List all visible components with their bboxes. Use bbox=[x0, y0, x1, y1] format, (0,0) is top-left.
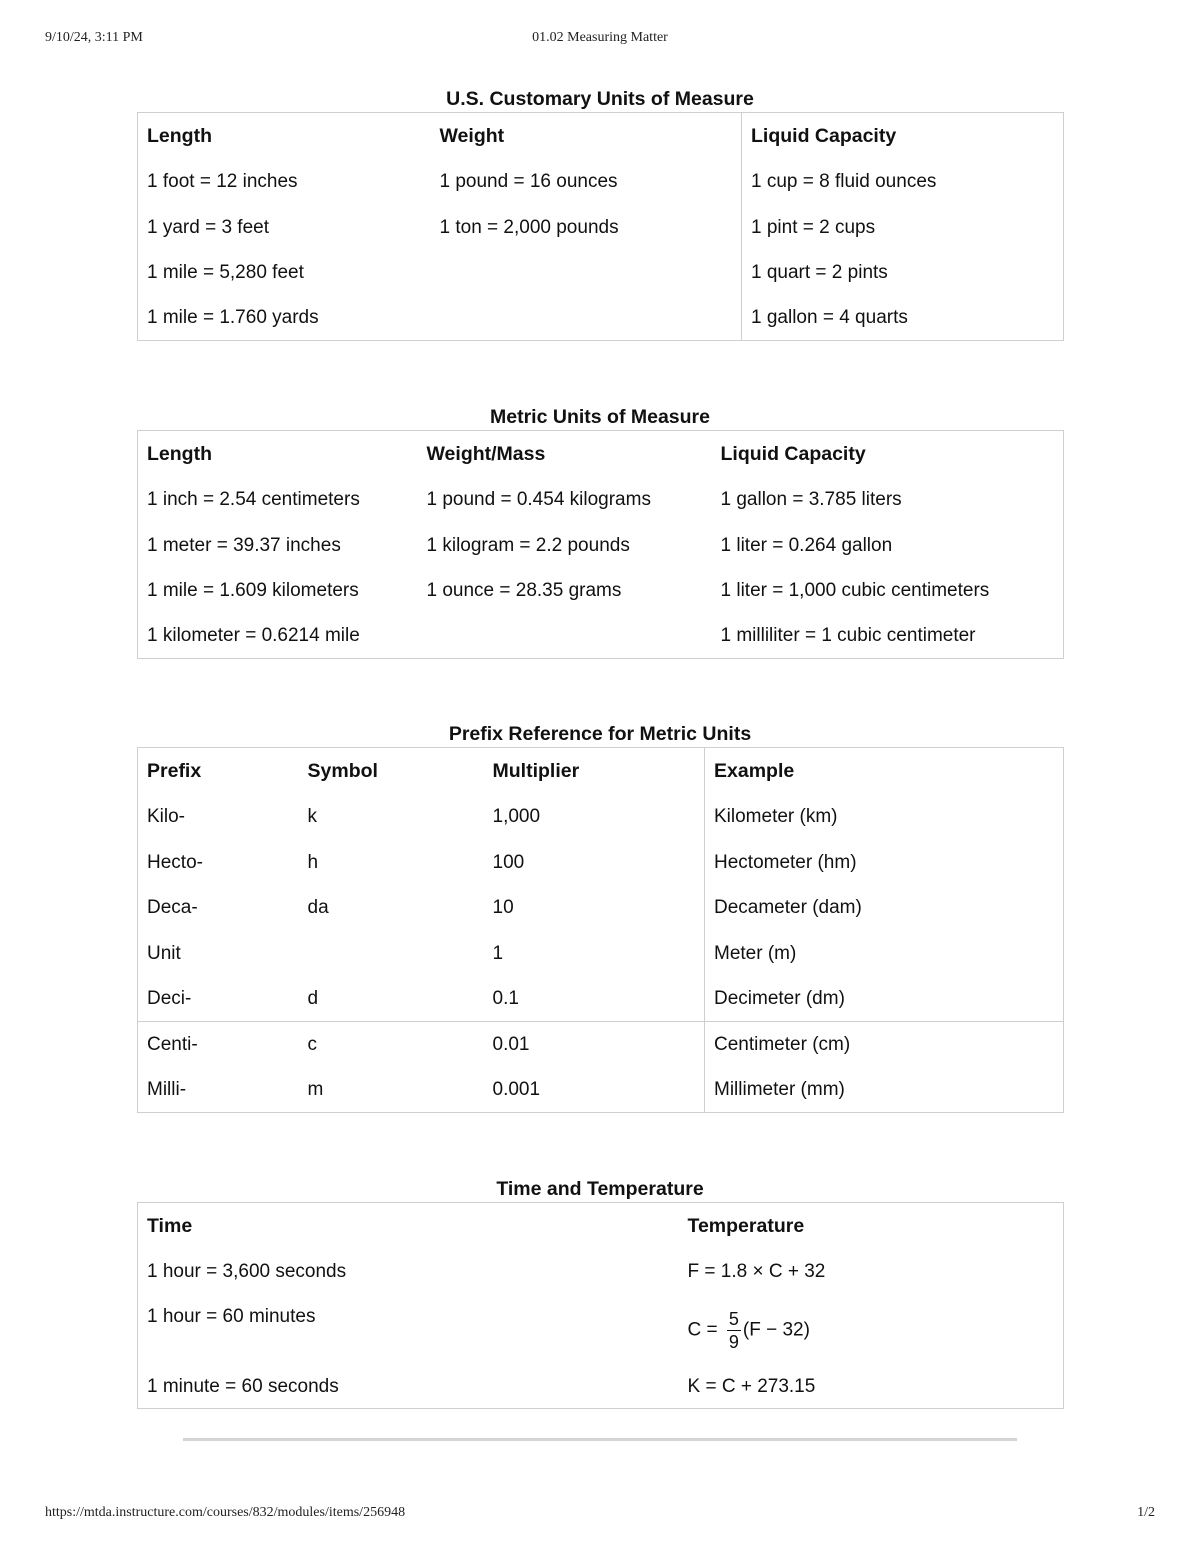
table-cell bbox=[299, 931, 484, 977]
table-cell: 0.001 bbox=[492, 1078, 541, 1100]
table-cell bbox=[431, 296, 742, 341]
table-cell: Millimeter (mm) bbox=[705, 1068, 1064, 1113]
table-cell: 1 kilogram = 2.2 pounds bbox=[426, 534, 630, 556]
table-cell: 1 pound = 16 ounces bbox=[439, 171, 618, 192]
table-cell: 0.01 bbox=[484, 1022, 705, 1068]
table-cell: 1 foot = 12 inches bbox=[147, 171, 298, 192]
column-header: Prefix bbox=[147, 759, 202, 782]
fraction-numerator: 5 bbox=[728, 1309, 739, 1329]
print-header bbox=[45, 30, 1155, 50]
table-cell: 1 mile = 1.609 kilometers bbox=[147, 580, 359, 601]
formula-suffix: (F − 32) bbox=[742, 1319, 810, 1341]
horizontal-divider bbox=[183, 1438, 1017, 1441]
table-cell: Decimeter (dm) bbox=[705, 977, 1064, 1022]
column-header: Liquid Capacity bbox=[742, 113, 1064, 160]
table-row bbox=[138, 614, 1064, 659]
column-header: Time bbox=[147, 1214, 193, 1237]
column-header: Length bbox=[147, 442, 212, 465]
table-row bbox=[138, 886, 1064, 931]
time-temperature-table bbox=[137, 1202, 1064, 1409]
table-cell: h bbox=[307, 851, 319, 873]
table-cell: 1 kilometer = 0.6214 mile bbox=[147, 624, 360, 646]
table-row bbox=[138, 1295, 1064, 1367]
prefix-table bbox=[137, 747, 1064, 1113]
us-customary-section bbox=[137, 86, 1063, 341]
table-cell: d bbox=[307, 987, 319, 1009]
table-cell: 1 gallon = 4 quarts bbox=[742, 296, 1064, 341]
fahrenheit-formula: F = 1.8 × C + 32 bbox=[687, 1261, 826, 1282]
table-cell: 10 bbox=[492, 897, 514, 918]
table-cell: 1 milliliter = 1 cubic centimeter bbox=[720, 624, 976, 646]
metric-table bbox=[137, 430, 1064, 659]
table-cell: Meter (m) bbox=[705, 931, 1064, 977]
table-row bbox=[138, 251, 1064, 296]
table-cell: 1 liter = 1,000 cubic centimeters bbox=[720, 580, 990, 601]
table-cell bbox=[418, 614, 712, 659]
table-cell: k bbox=[307, 806, 317, 827]
us-customary-title: U.S. Customary Units of Measure bbox=[446, 88, 754, 110]
table-cell: Milli- bbox=[147, 1078, 187, 1100]
table-cell: Kilo- bbox=[147, 806, 186, 827]
table-cell: 1 ton = 2,000 pounds bbox=[439, 216, 619, 238]
table-row bbox=[138, 523, 1064, 569]
kelvin-formula: K = C + 273.15 bbox=[687, 1376, 816, 1398]
table-cell: 0.1 bbox=[492, 987, 519, 1009]
table-header-row bbox=[138, 748, 1064, 795]
time-temperature-section bbox=[137, 1176, 1063, 1409]
page-number: 1/2 bbox=[1137, 1505, 1155, 1520]
column-header: Temperature bbox=[687, 1214, 805, 1237]
table-cell bbox=[431, 251, 742, 296]
table-cell: 1 pint = 2 cups bbox=[742, 205, 1064, 251]
table-row bbox=[138, 1250, 1064, 1295]
table-cell: Unit bbox=[147, 942, 181, 964]
table-row bbox=[138, 160, 1064, 205]
table-row bbox=[138, 569, 1064, 614]
metric-title: Metric Units of Measure bbox=[490, 406, 710, 428]
table-cell: 1 cup = 8 fluid ounces bbox=[742, 160, 1064, 205]
table-header-row bbox=[138, 431, 1064, 478]
table-header-row bbox=[138, 1203, 1064, 1250]
print-title: 01.02 Measuring Matter bbox=[532, 30, 668, 45]
prefix-section bbox=[137, 721, 1063, 1113]
table-cell: 1 mile = 5,280 feet bbox=[147, 262, 304, 283]
table-row bbox=[138, 795, 1064, 840]
table-cell: 1 bbox=[492, 942, 504, 964]
table-row bbox=[138, 205, 1064, 251]
formula-prefix: C = bbox=[687, 1319, 723, 1341]
table-row bbox=[138, 478, 1064, 523]
table-header-row bbox=[138, 113, 1064, 160]
column-header: Example bbox=[705, 748, 1064, 795]
table-row bbox=[138, 1367, 1064, 1409]
time-temperature-title: Time and Temperature bbox=[496, 1178, 704, 1200]
table-cell: Deci- bbox=[147, 987, 192, 1009]
table-cell: 1,000 bbox=[492, 806, 541, 827]
table-cell: 1 mile = 1.760 yards bbox=[147, 306, 319, 328]
table-cell: 1 hour = 3,600 seconds bbox=[147, 1261, 347, 1282]
table-cell: 1 quart = 2 pints bbox=[742, 251, 1064, 296]
column-header: Symbol bbox=[307, 759, 378, 782]
table-cell: 1 minute = 60 seconds bbox=[147, 1376, 339, 1398]
table-row bbox=[138, 840, 1064, 886]
table-cell: 1 hour = 60 minutes bbox=[147, 1305, 316, 1327]
table-cell: da bbox=[307, 897, 329, 918]
fraction bbox=[727, 1310, 741, 1351]
table-cell: Centi- bbox=[138, 1022, 299, 1068]
table-row bbox=[138, 931, 1064, 977]
column-header: Weight bbox=[439, 124, 505, 147]
table-cell: 1 ounce = 28.35 grams bbox=[426, 580, 622, 601]
table-cell: 100 bbox=[492, 851, 525, 873]
table-row bbox=[138, 1068, 1064, 1113]
table-cell: 1 liter = 0.264 gallon bbox=[720, 534, 893, 556]
print-datetime: 9/10/24, 3:11 PM bbox=[45, 30, 143, 45]
table-cell: 1 meter = 39.37 inches bbox=[147, 534, 341, 556]
fraction-denominator: 9 bbox=[728, 1332, 739, 1352]
table-row bbox=[138, 1022, 1064, 1068]
table-cell: Hecto- bbox=[147, 851, 203, 873]
table-cell: 1 pound = 0.454 kilograms bbox=[426, 489, 651, 510]
table-cell: 1 yard = 3 feet bbox=[147, 216, 269, 238]
table-cell: 1 gallon = 3.785 liters bbox=[720, 489, 902, 510]
table-cell: Centimeter (cm) bbox=[705, 1022, 1064, 1068]
column-header: Liquid Capacity bbox=[720, 442, 866, 465]
column-header: Multiplier bbox=[492, 759, 580, 782]
table-row bbox=[138, 977, 1064, 1022]
table-cell: Decameter (dam) bbox=[705, 886, 1064, 931]
table-cell: Hectometer (hm) bbox=[705, 840, 1064, 886]
us-customary-table bbox=[137, 112, 1064, 341]
table-cell: Deca- bbox=[147, 897, 198, 918]
table-cell: m bbox=[307, 1078, 324, 1100]
column-header: Weight/Mass bbox=[426, 442, 546, 465]
metric-section bbox=[137, 404, 1063, 659]
table-cell: Kilometer (km) bbox=[705, 795, 1064, 840]
print-footer bbox=[45, 1505, 1155, 1525]
column-header: Length bbox=[147, 124, 212, 147]
table-row bbox=[138, 296, 1064, 341]
table-cell: c bbox=[299, 1022, 484, 1068]
celsius-formula bbox=[679, 1295, 1064, 1367]
prefix-title: Prefix Reference for Metric Units bbox=[448, 723, 752, 745]
page-url: https://mtda.instructure.com/courses/832/modules/items/256948 bbox=[45, 1505, 406, 1520]
table-cell: 1 inch = 2.54 centimeters bbox=[147, 489, 360, 510]
